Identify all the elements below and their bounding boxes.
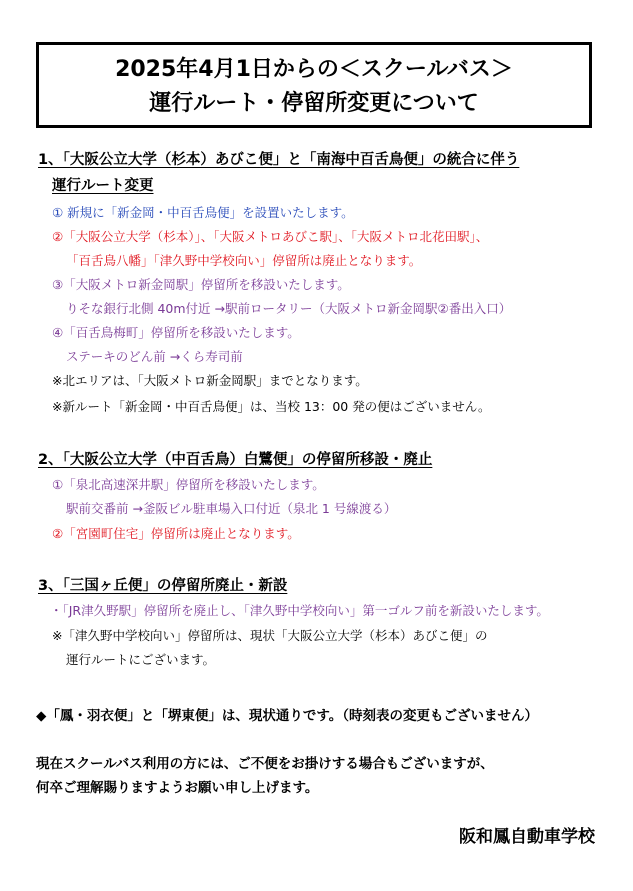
section1-item-3-detail: りそな銀行北側 40m付近 →駅前ロータリー（大阪メトロ新金岡駅②番出入口） [66, 301, 512, 316]
section1-note-1: ※北エリアは、「大阪メトロ新金岡駅」までとなります。 [52, 373, 368, 388]
section2-heading: 2、「大阪公立大学（中百舌鳥）白鷺便」の停留所移設・廃止 [38, 452, 433, 468]
section1-item-1: ① 新規に「新金岡・中百舌鳥便」を設置いたします。 [52, 205, 354, 220]
page-title-line1: 2025年4月1日からの＜スクールバス＞ [115, 57, 513, 82]
closing-line-2: 何卒ご理解賜りますようお願い申し上げます。 [36, 780, 319, 796]
section1-heading: 1、「大阪公立大学（杉本）あびこ便」と「南海中百舌鳥便」の統合に伴う [38, 152, 520, 168]
unchanged-routes-notice: ◆「鳳・羽衣便」と「堺東便」は、現状通りです。（時刻表の変更もございません） [36, 708, 539, 724]
section2-item-1: ①「泉北高速深井駅」停留所を移設いたします。 [52, 477, 325, 492]
section1-item-4: ④「百舌鳥梅町」停留所を移設いたします。 [52, 325, 300, 340]
closing-line-1: 現在スクールバス利用の方には、ご不便をお掛けする場合もございますが、 [36, 756, 494, 772]
section3-note: ※「津久野中学校向い」停留所は、現状「大阪公立大学（杉本）あびこ便」の [52, 628, 488, 643]
section3-heading: 3、「三国ヶ丘便」の停留所廃止・新設 [38, 578, 288, 594]
section1-item-2: ②「大阪公立大学（杉本）」、「大阪メトロあびこ駅」、「大阪メトロ北花田駅」、 [52, 229, 489, 244]
section1-heading-continued: 運行ルート変更 [52, 178, 154, 194]
section2-item-2: ②「宮園町住宅」停留所は廃止となります。 [52, 526, 300, 541]
section2-item-1-detail: 駅前交番前 →釜阪ビル駐車場入口付近（泉北 1 号線渡る） [66, 501, 397, 516]
section1-item-2-continued: 「百舌鳥八幡」「津久野中学校向い」停留所は廃止となります。 [66, 253, 422, 268]
section1-item-4-detail: ステーキのどん前 →くら寿司前 [66, 349, 243, 364]
section1-note-2: ※新ルート「新金岡・中百舌鳥便」は、当校 13：00 発の便はございません。 [52, 399, 491, 414]
title-box [36, 42, 592, 128]
section1-item-3: ③「大阪メトロ新金岡駅」停留所を移設いたします。 [52, 277, 350, 292]
page-title-line2: 運行ルート・停留所変更について [149, 91, 479, 116]
section3-note-continued: 運行ルートにございます。 [66, 652, 216, 667]
school-name-signature: 阪和鳳自動車学校 [459, 827, 595, 847]
section3-item-1: ・「JR津久野駅」停留所を廃止し、「津久野中学校向い」第一ゴルフ前を新設いたします。 [50, 603, 549, 618]
